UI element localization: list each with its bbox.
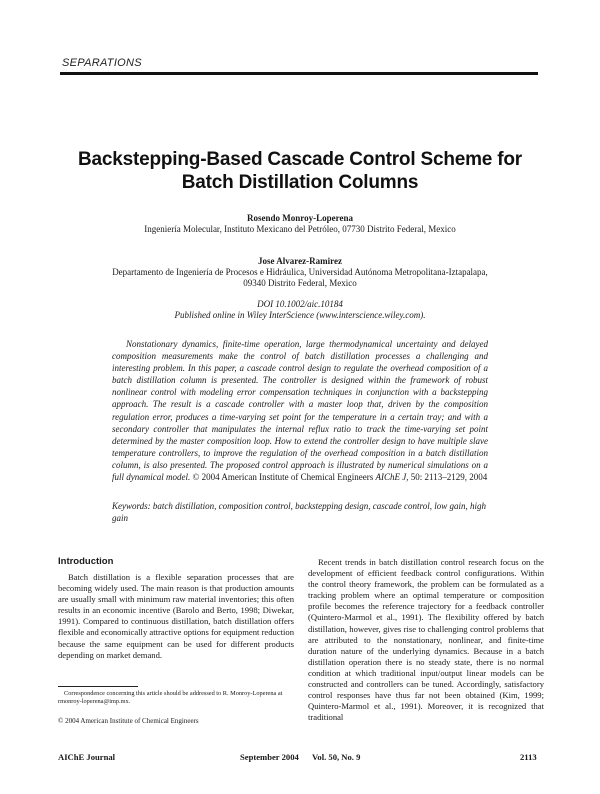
abstract-text: Nonstationary dynamics, finite-time operation, large thermodynamical uncertainty and delayed composition measurements make the control of batch distillation processes a challenging and interesting problem. In this paper, a cascade control design to regulate the overhead composition of a batch distillation column is presented. The controller is designed within the framework of robust nonlinear control with modeling error compensation techniques in conjunction with a backstepping approach. The result is a cascade controller with a master loop that, driven by the composition regulation error, produces a time-varying set point for the temperature in a certain tray; and with a secondary controller that manipulates the internal reflux ratio to track the time-varying set point determined by the master composition loop. How to extend the controller design to have multiple slave temperature controllers, to improve the regulation of the overhead composition in a batch distillation column, is also presented. The proposed control approach is illustrated by numerical simulations on a full dynamical model.	[112, 339, 488, 483]
author-affiliation: Ingeniería Molecular, Instituto Mexicano del Petróleo, 07730 Distrito Federal, Mexico	[144, 224, 456, 234]
citation: 50: 2113–2129, 2004	[408, 472, 488, 483]
page-number: 2113	[520, 752, 537, 762]
introduction-heading: Introduction	[58, 556, 114, 567]
author-name: Rosendo Monroy-Loperena	[247, 213, 353, 223]
footer-volume: Vol. 50, No. 9	[312, 752, 361, 762]
author-affiliation: Departamento de Ingeniería de Procesos e Hidráulica, Universidad Autónoma Metropolitana-Iztapalapa,	[112, 267, 488, 277]
title-line-2: Batch Distillation Columns	[181, 172, 419, 193]
footnote-rule	[58, 686, 138, 687]
abstract	[112, 338, 488, 483]
intro-paragraph-1: Batch distillation is a flexible separation processes that are becoming widely used. The main reason is that production amounts are usually small with minimum raw material inventories; this often results in an economic incentive (Barolo and Berto, 1998; Diwekar, 1991). Compared to continuous distillation, batch distillation offers flexible and economically attractive options for equipment reduction because the same equipment can be used for different products depending on market demand.	[58, 572, 295, 660]
abstract-copyright: © 2004 American Institute of Chemical Engineers	[192, 472, 376, 483]
paper-title	[40, 148, 560, 194]
author-affiliation-line-2: 09340 Distrito Federal, Mexico	[243, 278, 357, 288]
right-column	[308, 556, 544, 723]
footer-journal: AIChE Journal	[58, 752, 116, 762]
keywords: Keywords: batch distillation, composition control, backstepping design, cascade control, low gain, high gain	[112, 501, 486, 524]
author-block-1	[40, 213, 560, 235]
author-block-2	[40, 256, 560, 289]
author-name: Jose Alvarez-Ramirez	[258, 256, 342, 266]
correspondence-footnote: Correspondence concerning this article should be addressed to R. Monroy-Loperena at rmonroy-loperena@imp.mx.	[58, 690, 283, 705]
footer-date: September 2004	[240, 752, 299, 762]
journal-abbrev: AIChE J,	[375, 472, 409, 483]
published-online: Published online in Wiley InterScience (www.interscience.wiley.com).	[174, 310, 426, 320]
title-line-1: Backstepping-Based Cascade Control Scheme for	[78, 149, 522, 170]
left-column	[58, 556, 294, 661]
doi[interactable]: DOI 10.1002/aic.10184	[257, 299, 343, 309]
intro-paragraph-2: Recent trends in batch distillation control research focus on the development of efficient feedback control configurations. Within the control theory framework, the problem can be formulated as a tracking problem where an optimal temperature or composition profile becomes the reference trajectory for a feedback controller (Quintero-Marmol et al., 1991). The flexibility offered by batch distillation, however, gives rise to challenging control problems that are attributed to the nonstationary, nonlinear, and finite-time duration nature of the underlying dynamics. Because in a batch distillation operation there is no steady state, there is no normal condition at which traditional input/output linear models can be constructed and controllers can be tuned. Accordingly, satisfactory control responses have thus far not been obtained (Kim, 1999; Quintero-Marmol et al., 1991). Moreover, it is recognized that traditional	[308, 557, 544, 723]
top-rule	[60, 72, 538, 75]
section-label: SEPARATIONS	[62, 57, 142, 69]
copyright-notice: © 2004 American Institute of Chemical Engineers	[58, 717, 199, 725]
